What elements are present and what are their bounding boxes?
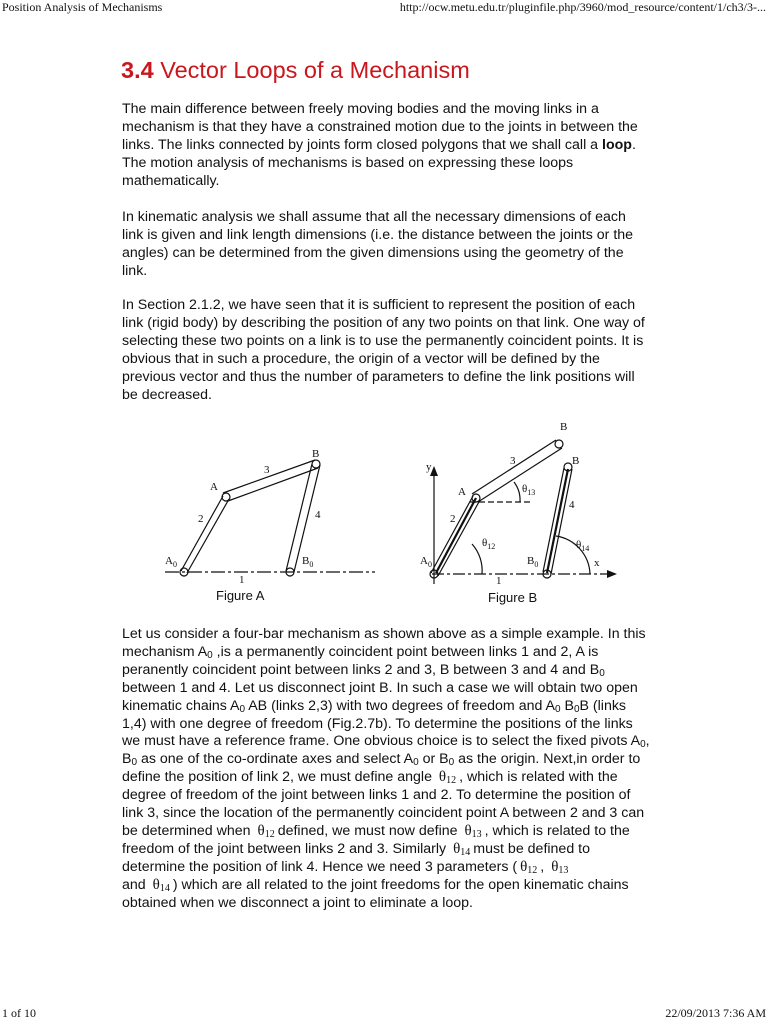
- theta-13-symbol: $\theta_{13}$: [551, 858, 569, 876]
- theta-12-symbol: $\theta_{12}$: [438, 769, 457, 787]
- label-b: B: [572, 455, 580, 467]
- link-2-bar: [181, 496, 229, 573]
- label-b0: $B_0$: [527, 555, 539, 569]
- joint-b-link3: [555, 440, 563, 448]
- source-url[interactable]: http://ocw.metu.edu.tr/pluginfile.php/3960/mod_resource/content/1/ch3/3-...: [399, 0, 766, 14]
- label-link-1: 1: [496, 575, 502, 587]
- label-a: A: [458, 486, 466, 498]
- figure-b-vector-loop-diagram: [410, 412, 620, 608]
- theta-13-arc: [514, 482, 520, 502]
- label-a0: $A_0$: [420, 555, 432, 569]
- label-link-3: 3: [264, 464, 270, 476]
- theta-13-symbol: $\theta_{13}$: [464, 822, 482, 840]
- figure-a-caption: Figure A: [216, 588, 265, 603]
- label-y: y: [426, 461, 432, 473]
- page-counter: 1 of 10: [2, 1006, 36, 1020]
- label-a0: $A_0$: [165, 555, 177, 569]
- section-number: 3.4: [121, 57, 154, 83]
- print-datetime: 22/09/2013 7:36 AM: [665, 1006, 766, 1020]
- section-heading: [121, 57, 470, 84]
- label-link-4: 4: [315, 509, 321, 521]
- joint-b: [312, 460, 320, 468]
- theta-14-symbol: $\theta_{14}$: [453, 840, 471, 858]
- print-footer: [0, 1006, 768, 1022]
- label-theta-13: $\theta_{13}$: [522, 483, 536, 497]
- paragraph-3: In Section 2.1.2, we have seen that it is sufficient to represent the position of each link (rigid body) by describing the position of any two points on that link. One way of selecting these two points on a link is to use the permanently coincident points. It is obvious that in such a procedure, the origin of a vector will be defined by the previous vector and thus the number of parameters to define the link positions will be decreased.: [122, 297, 645, 403]
- theta-12-symbol: $\theta_{12}$: [257, 822, 275, 840]
- label-b: B: [312, 448, 320, 460]
- label-a: A: [210, 481, 218, 493]
- label-link-2: 2: [450, 513, 456, 525]
- theta-14-arc: [556, 536, 590, 574]
- theta-14-symbol: $\theta_{14}$: [152, 876, 170, 894]
- label-link-4: 4: [569, 499, 575, 511]
- label-link-3: 3: [510, 455, 516, 467]
- p1-text-b: . The motion analysis of mechanisms is based on expressing these loops mathematically.: [122, 136, 636, 189]
- paragraph-4: Let us consider a four-bar mechanism as shown above as a simple example. In this mechanism $A_0$ ,is a permanently coincident point between links 1 and 2, A is peranently coincident point between links 2 and 3, B between 3 and 4 and $B_0$ between 1 and 4. Let us disconnect joint B. In such a case we will obtain two open kinematic chains $A_0$ AB (links 2,3) with two degrees of freedom and $A_0$ $B_0B$ (links 1,4) with one degree of freedom (Fig.2.7b). To determine the positions of the links we must have a reference frame. One obvious choice is to select the fixed pivots $A_0$, $B_0$ as one of the co-ordinate axes and select $A_0$ or $B_0$ as the origin. Next,in order to define the position of link 2, we must define angle $\theta_{12}$ , which is related with the degree of freedom of the joint between links 1 and 2. To determine the position of link 3, since the location of the permanently coincident point A between 2 and 3 can be determined when $\theta_{12}$ defined, we must now define $\theta_{13}$ , which is related to the freedom of the joint between links 2 and 3. Similarly $\theta_{14}$ must be defined to determine the position of link 4. Hence we need 3 parameters ( $\theta_{12}$ , $\theta_{13}$ and $\theta_{14}$ ) which are all related to the joint freedoms for the open kinematic chains obtained when we disconnect a joint to eliminate a loop.: [122, 626, 650, 911]
- paragraph-2: In kinematic analysis we shall assume that all the necessary dimensions of each link is given and link length dimensions (i.e. the distance between the joints or the angles) can be determined from the given dimensions using the geometry of the link.: [122, 209, 634, 279]
- label-x: x: [594, 557, 600, 569]
- theta-12-symbol: $\theta_{12}$: [520, 858, 538, 876]
- document-title: Position Analysis of Mechanisms: [2, 0, 163, 14]
- label-link-1: 1: [239, 574, 245, 586]
- label-link-2: 2: [198, 513, 204, 525]
- print-header: [0, 0, 768, 16]
- theta-12-arc: [472, 544, 482, 574]
- label-b-top: B: [560, 421, 568, 433]
- figure-a-four-bar-diagram: [160, 438, 380, 608]
- x-axis-arrow: [607, 570, 617, 578]
- section-title: Vector Loops of a Mechanism: [160, 57, 470, 83]
- p1-bold-loop: loop: [602, 136, 632, 153]
- link-2-vector: [431, 496, 480, 576]
- link-3-bar: [223, 460, 318, 501]
- link-3-vector: [472, 440, 562, 502]
- label-b0: $B_0$: [302, 555, 314, 569]
- link-4-vector: [543, 468, 572, 574]
- p1-text-a: The main difference between freely moving bodies and the moving links in a mechanism is that they have a constrained motion due to the joints in between the links. The links connected by joints form closed polygons that we shall call a: [122, 101, 638, 153]
- figure-b-caption: Figure B: [488, 590, 538, 605]
- paragraph-1: [122, 101, 650, 191]
- label-theta-12: $\theta_{12}$: [482, 537, 496, 551]
- joint-a: [222, 493, 230, 501]
- label-theta-14: $\theta_{14}$: [576, 539, 590, 553]
